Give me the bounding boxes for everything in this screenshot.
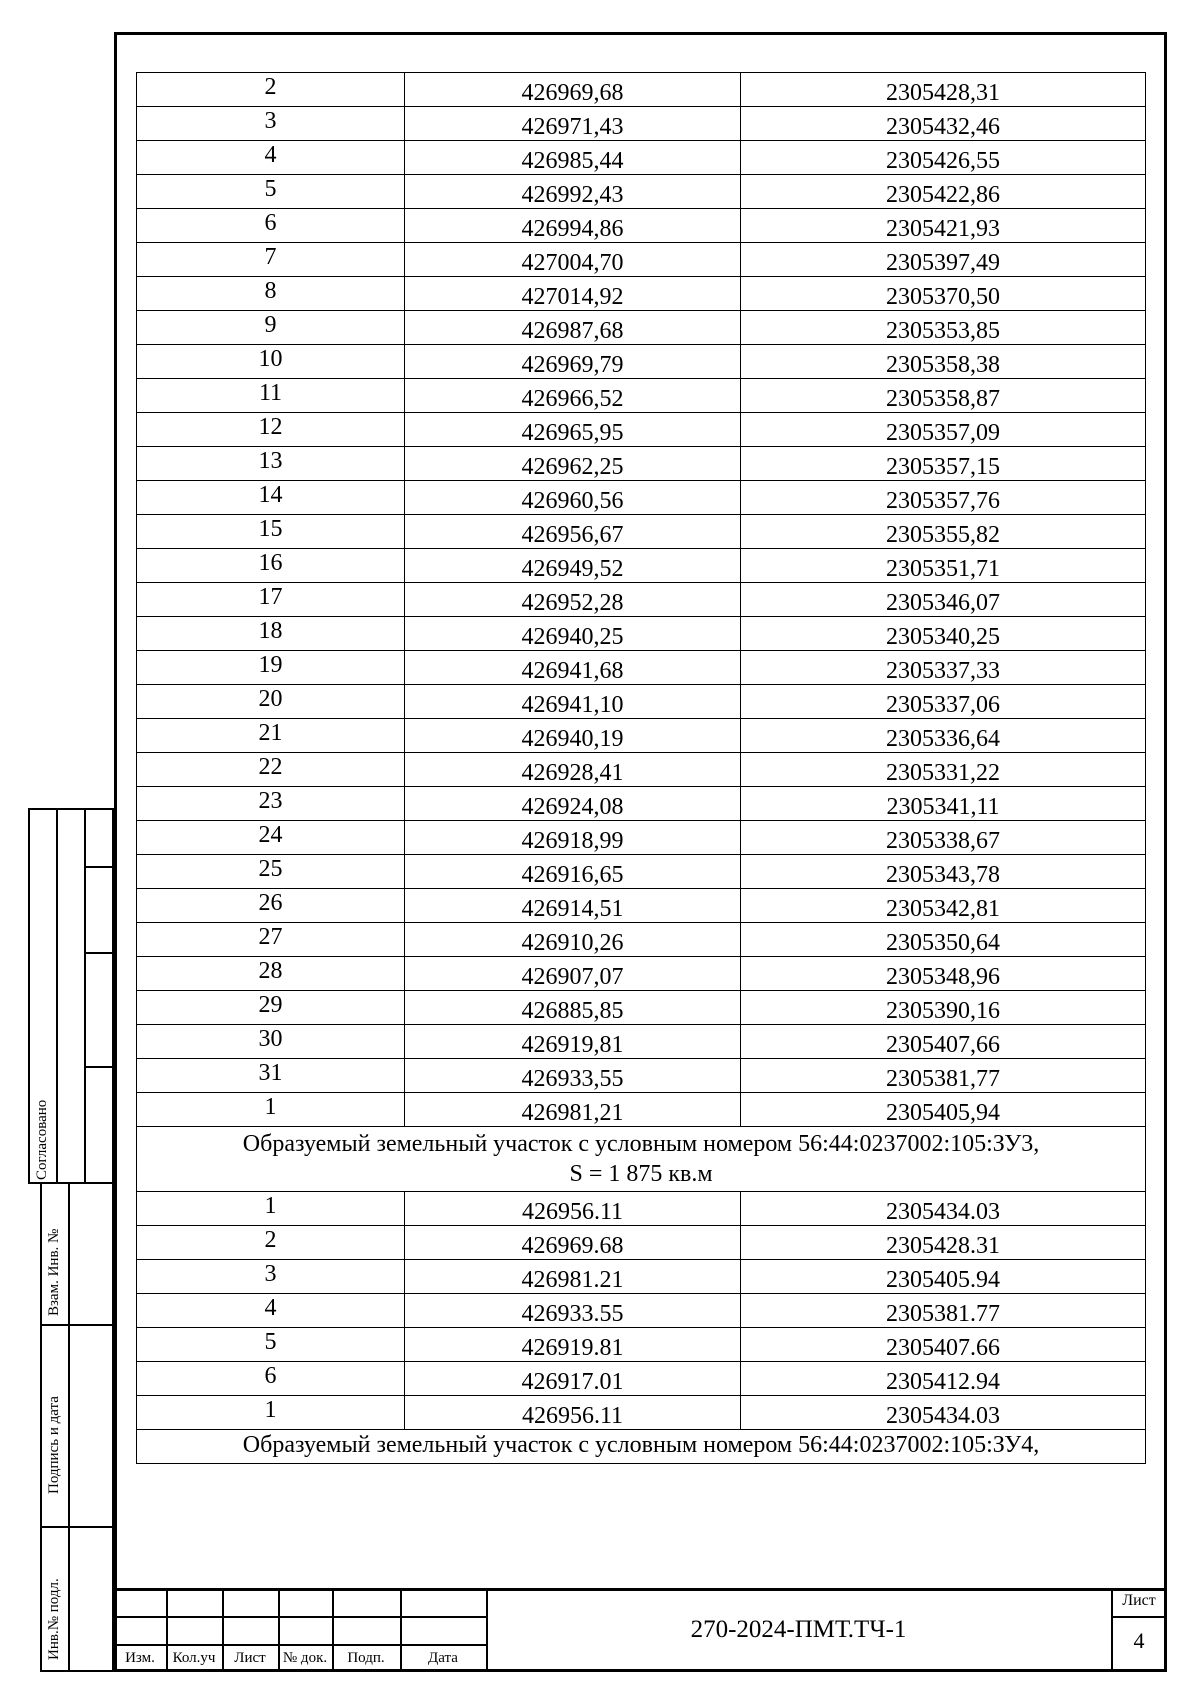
coord-y: 2305407.66 [741,1328,1146,1362]
point-number: 29 [137,991,405,1025]
coord-y: 2305342,81 [741,889,1146,923]
coord-x: 426969,68 [405,73,741,107]
coord-y: 2305351,71 [741,549,1146,583]
table-row [137,1192,1146,1226]
coord-x: 426919,81 [405,1025,741,1059]
table-row [137,753,1146,787]
table-row [137,719,1146,753]
table-row [137,515,1146,549]
col-kol-uch: Кол.уч [172,1650,216,1666]
section-title: Образуемый земельный участок с условным номером 56:44:0237002:105:ЗУ3, [242,1131,1040,1157]
point-number: 5 [137,175,405,209]
table-row [137,1226,1146,1260]
table-row [137,413,1146,447]
table-row [137,1059,1146,1093]
coord-x: 426992,43 [405,175,741,209]
coord-x: 426928,41 [405,753,741,787]
point-number: 11 [137,379,405,413]
coord-x: 426956.11 [405,1192,741,1226]
table-row [137,1362,1146,1396]
table-row [137,107,1146,141]
section-header [137,1127,1146,1192]
coord-x: 426956.11 [405,1396,741,1430]
col-podp: Подп. [347,1650,385,1666]
table-row [137,447,1146,481]
table-row [137,481,1146,515]
agreed-col3-b [84,866,114,954]
coord-x: 426965,95 [405,413,741,447]
coord-x: 426966,52 [405,379,741,413]
coord-x: 426917.01 [405,1362,741,1396]
coord-y: 2305353,85 [741,311,1146,345]
table-row [137,345,1146,379]
coord-y: 2305405,94 [741,1093,1146,1127]
coord-y: 2305421,93 [741,209,1146,243]
point-number: 18 [137,617,405,651]
table-row [137,1328,1146,1362]
coord-y: 2305358,87 [741,379,1146,413]
coord-x: 426960,56 [405,481,741,515]
point-number: 31 [137,1059,405,1093]
col-doc-no: № док. [282,1650,328,1666]
point-number: 4 [137,1294,405,1328]
table-row [137,73,1146,107]
coord-y: 2305343,78 [741,855,1146,889]
coord-x: 426907,07 [405,957,741,991]
coord-y: 2305337,33 [741,651,1146,685]
sheet-number: 4 [1133,1628,1145,1653]
point-number: 28 [137,957,405,991]
coord-x: 426918,99 [405,821,741,855]
section-header [137,1430,1146,1464]
table-row [137,855,1146,889]
coord-x: 427004,70 [405,243,741,277]
title-block [114,1588,1167,1672]
point-number: 25 [137,855,405,889]
col-izm: Изм. [125,1650,155,1666]
coord-y: 2305346,07 [741,583,1146,617]
coord-y: 2305390,16 [741,991,1146,1025]
coord-y: 2305381,77 [741,1059,1146,1093]
coord-y: 2305381.77 [741,1294,1146,1328]
coord-y: 2305370,50 [741,277,1146,311]
coord-x: 427014,92 [405,277,741,311]
coord-x: 426962,25 [405,447,741,481]
point-number: 24 [137,821,405,855]
table-row [137,1025,1146,1059]
table-row [137,243,1146,277]
table-row [137,821,1146,855]
coord-x: 426981.21 [405,1260,741,1294]
table-row [137,957,1146,991]
coord-x: 426971,43 [405,107,741,141]
table-row [137,379,1146,413]
point-number: 13 [137,447,405,481]
coord-y: 2305358,38 [741,345,1146,379]
point-number: 6 [137,209,405,243]
agreed-label: Согласовано [34,1099,50,1180]
agreed-col2-top [56,808,86,1184]
replace-inv-label: Взам. Инв. № [46,1228,62,1316]
col-list: Лист [234,1650,266,1666]
point-number: 3 [137,1260,405,1294]
coord-y: 2305340,25 [741,617,1146,651]
table-row [137,787,1146,821]
point-number: 8 [137,277,405,311]
point-number: 27 [137,923,405,957]
point-number: 6 [137,1362,405,1396]
point-number: 15 [137,515,405,549]
point-number: 21 [137,719,405,753]
coord-x: 426941,68 [405,651,741,685]
coord-y: 2305337,06 [741,685,1146,719]
coord-y: 2305350,64 [741,923,1146,957]
coord-x: 426949,52 [405,549,741,583]
coord-y: 2305428,31 [741,73,1146,107]
side-strip [28,808,114,1672]
table-row [137,617,1146,651]
coord-y: 2305397,49 [741,243,1146,277]
point-number: 10 [137,345,405,379]
coord-x: 426933,55 [405,1059,741,1093]
coord-y: 2305341,11 [741,787,1146,821]
sheet-label: Лист [1122,1592,1156,1609]
section-header-row [137,1430,1146,1464]
coord-x: 426956,67 [405,515,741,549]
table-row [137,889,1146,923]
point-number: 14 [137,481,405,515]
coord-y: 2305412.94 [741,1362,1146,1396]
table-row [137,1396,1146,1430]
table-row [137,651,1146,685]
point-number: 7 [137,243,405,277]
coord-y: 2305434.03 [741,1396,1146,1430]
coord-x: 426940,19 [405,719,741,753]
coord-y: 2305357,15 [741,447,1146,481]
point-number: 5 [137,1328,405,1362]
point-number: 17 [137,583,405,617]
replace-inv-val [68,1182,114,1326]
coord-x: 426914,51 [405,889,741,923]
agreed-col3-a [84,808,114,868]
table-row [137,311,1146,345]
coord-x: 426916,65 [405,855,741,889]
coord-x: 426941,10 [405,685,741,719]
coord-x: 426910,26 [405,923,741,957]
table-row [137,583,1146,617]
coord-x: 426969.68 [405,1226,741,1260]
point-number: 22 [137,753,405,787]
table-row [137,175,1146,209]
point-number: 1 [137,1192,405,1226]
point-number: 2 [137,1226,405,1260]
point-number: 12 [137,413,405,447]
table-row [137,991,1146,1025]
coord-x: 426885,85 [405,991,741,1025]
sign-date-label: Подпись и дата [46,1396,62,1494]
coord-y: 2305426,55 [741,141,1146,175]
coord-x: 426994,86 [405,209,741,243]
table-row [137,141,1146,175]
agreed-col3-c [84,952,114,1068]
coord-y: 2305428.31 [741,1226,1146,1260]
coord-y: 2305338,67 [741,821,1146,855]
agreed-col3-d [84,1066,114,1184]
point-number: 1 [137,1396,405,1430]
coord-y: 2305434.03 [741,1192,1146,1226]
coord-y: 2305355,82 [741,515,1146,549]
coord-y: 2305331,22 [741,753,1146,787]
point-number: 2 [137,73,405,107]
coord-x: 426981,21 [405,1093,741,1127]
section-area: S = 1 875 кв.м [569,1161,713,1187]
point-number: 9 [137,311,405,345]
table-row [137,1260,1146,1294]
coord-x: 426985,44 [405,141,741,175]
coord-y: 2305357,09 [741,413,1146,447]
document-code: 270-2024-ПМТ.ТЧ-1 [690,1616,907,1643]
point-number: 20 [137,685,405,719]
coord-x: 426987,68 [405,311,741,345]
coord-y: 2305357,76 [741,481,1146,515]
table-row [137,1294,1146,1328]
table-row [137,549,1146,583]
inv-orig-val [68,1526,114,1672]
table-row [137,209,1146,243]
coord-y: 2305407,66 [741,1025,1146,1059]
point-number: 30 [137,1025,405,1059]
table-row [137,685,1146,719]
inv-orig-label: Инв.№ подл. [46,1578,62,1660]
coord-x: 426924,08 [405,787,741,821]
section-title: Образуемый земельный участок с условным номером 56:44:0237002:105:ЗУ4, [242,1432,1040,1458]
coord-y: 2305432,46 [741,107,1146,141]
point-number: 23 [137,787,405,821]
coord-x: 426919.81 [405,1328,741,1362]
coord-x: 426969,79 [405,345,741,379]
coord-x: 426952,28 [405,583,741,617]
coord-y: 2305405.94 [741,1260,1146,1294]
point-number: 16 [137,549,405,583]
point-number: 4 [137,141,405,175]
point-number: 26 [137,889,405,923]
coord-y: 2305422,86 [741,175,1146,209]
coordinates-table [136,72,1146,1464]
sign-date-val [68,1324,114,1528]
point-number: 19 [137,651,405,685]
point-number: 3 [137,107,405,141]
col-data: Дата [428,1650,458,1666]
coord-x: 426940,25 [405,617,741,651]
coord-y: 2305336,64 [741,719,1146,753]
table-row [137,1093,1146,1127]
table-row [137,923,1146,957]
point-number: 1 [137,1093,405,1127]
coord-y: 2305348,96 [741,957,1146,991]
section-header-row [137,1127,1146,1192]
table-row [137,277,1146,311]
coord-x: 426933.55 [405,1294,741,1328]
